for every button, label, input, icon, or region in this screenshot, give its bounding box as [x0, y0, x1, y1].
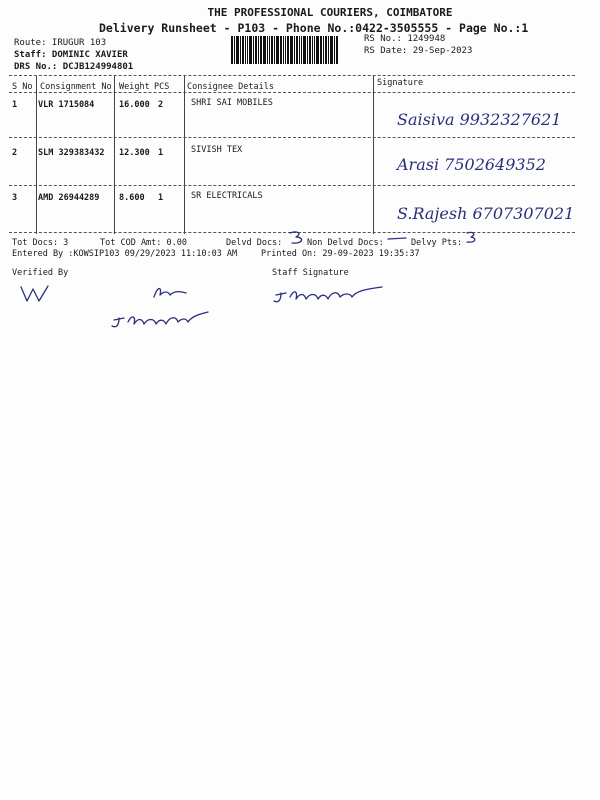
- staff-signature-label: Staff Signature: [272, 268, 349, 278]
- drs-label: DRS No.: DCJB124994801: [14, 62, 134, 72]
- row-divider: [9, 185, 575, 186]
- row-sno: 1: [12, 100, 18, 110]
- col-signature: Signature: [377, 78, 424, 88]
- row-consignment: SLM 329383432: [38, 148, 105, 158]
- row-divider: [9, 137, 575, 138]
- row-sno: 2: [12, 148, 18, 158]
- col-sno: S No: [12, 82, 33, 92]
- delvy-pts: Delvy Pts:: [411, 238, 463, 248]
- col-line: [184, 76, 185, 234]
- row-sno: 3: [12, 193, 18, 203]
- row-consignee: SR ELECTRICALS: [191, 191, 263, 201]
- delvd-docs: Delvd Docs:: [226, 238, 283, 248]
- rs-no: RS No.: 1249948: [364, 34, 446, 44]
- row-consignment: AMD 26944289: [38, 193, 100, 203]
- row-pcs: 2: [158, 100, 164, 110]
- barcode: [231, 36, 358, 64]
- col-consignee: Consignee Details: [187, 82, 274, 92]
- col-line: [114, 76, 115, 234]
- tot-cod: Tot COD Amt: 0.00: [100, 238, 187, 248]
- col-weight: Weight: [119, 82, 150, 92]
- row-weight: 12.300: [119, 148, 150, 158]
- runsheet-title: Delivery Runsheet - P103 - Phone No.:0422-3505555 - Page No.:1: [99, 21, 529, 35]
- non-delvd-docs: Non Delvd Docs:: [307, 238, 384, 248]
- row-weight: 16.000: [119, 100, 150, 110]
- verifier-initial-signature: [18, 283, 52, 305]
- col-consignment: Consignment No: [40, 82, 112, 92]
- handwritten-3-mark-2: [462, 230, 484, 246]
- tot-docs: Tot Docs: 3: [12, 238, 69, 248]
- col-line: [373, 76, 374, 234]
- company-title: THE PROFESSIONAL COURIERS, COIMBATORE: [207, 6, 453, 19]
- header-top-divider: [9, 75, 575, 76]
- row-weight: 8.600: [119, 193, 145, 203]
- row-signature: Saisiva 9932327621: [397, 110, 562, 129]
- verifier-short-signature: [150, 283, 190, 301]
- row-signature: S.Rajesh 6707307021: [397, 204, 575, 223]
- row-signature: Arasi 7502649352: [397, 155, 546, 174]
- dash-mark: [386, 234, 410, 244]
- row-consignee: SHRI SAI MOBILES: [191, 98, 273, 108]
- col-pcs: PCS: [154, 82, 170, 92]
- entered-by: Entered By :KOWSIP103 09/29/2023 11:10:03 AM: [12, 249, 238, 259]
- verifier-full-signature: [108, 302, 218, 332]
- header-bottom-divider: [9, 92, 575, 93]
- handwritten-3-mark: [286, 230, 316, 246]
- row-consignee: SIVISH TEX: [191, 145, 243, 155]
- row-consignment: VLR 1715084: [38, 100, 95, 110]
- printed-on: Printed On: 29-09-2023 19:35:37: [261, 249, 420, 259]
- route-label: Route: IRUGUR 103: [14, 38, 107, 48]
- staff-label: Staff: DOMINIC XAVIER: [14, 50, 128, 60]
- rs-date: RS Date: 29-Sep-2023: [364, 46, 473, 56]
- verified-by-label: Verified By: [12, 268, 69, 278]
- col-line: [36, 76, 37, 234]
- staff-signature: [270, 283, 390, 307]
- row-pcs: 1: [158, 148, 164, 158]
- row-pcs: 1: [158, 193, 164, 203]
